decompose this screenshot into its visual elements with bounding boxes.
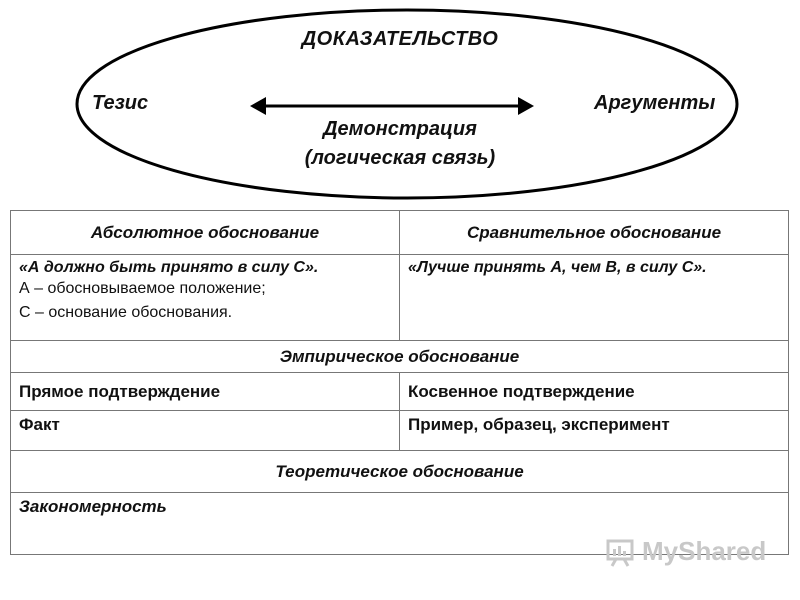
justification-table xyxy=(10,210,789,555)
comparative-formula: «Лучше принять А, чем В, в силу С». xyxy=(408,259,707,276)
proof-diagram xyxy=(0,0,800,200)
thesis-label: Тезис xyxy=(92,92,149,114)
absolute-header: Абсолютное обоснование xyxy=(11,211,400,255)
indirect-header: Косвенное подтверждение xyxy=(400,373,789,411)
arguments-label: Аргументы xyxy=(594,92,716,114)
arrow-left-head xyxy=(250,97,266,115)
table-row xyxy=(11,451,789,493)
table-row xyxy=(11,211,789,255)
direct-header: Прямое подтверждение xyxy=(11,373,400,411)
direct-value: Факт xyxy=(11,411,400,451)
table-row xyxy=(11,373,789,411)
indirect-value: Пример, образец, эксперимент xyxy=(400,411,789,451)
comparative-header: Сравнительное обоснование xyxy=(400,211,789,255)
absolute-cell xyxy=(11,255,400,341)
watermark-text: MyShared xyxy=(642,536,767,566)
logical-link-label: (логическая связь) xyxy=(304,147,496,169)
demonstration-label: Демонстрация xyxy=(323,118,477,140)
absolute-formula: «А должно быть принято в силу С». xyxy=(19,259,319,276)
table-row xyxy=(11,341,789,373)
table-row xyxy=(11,411,789,451)
theoretical-header: Теоретическое обоснование xyxy=(11,451,789,493)
chart-icon xyxy=(606,537,636,567)
absolute-a-definition: А – обосновываемое положение; xyxy=(19,280,266,297)
diagram-title: ДОКАЗАТЕЛЬСТВО xyxy=(301,28,499,50)
myshared-watermark xyxy=(606,536,766,567)
absolute-c-definition: С – основание обоснования. xyxy=(19,304,233,321)
table-row xyxy=(11,255,789,341)
comparative-cell xyxy=(400,255,789,341)
theoretical-value: Закономерность xyxy=(11,493,789,555)
arrow-right-head xyxy=(518,97,534,115)
empirical-header: Эмпирическое обоснование xyxy=(11,341,789,373)
